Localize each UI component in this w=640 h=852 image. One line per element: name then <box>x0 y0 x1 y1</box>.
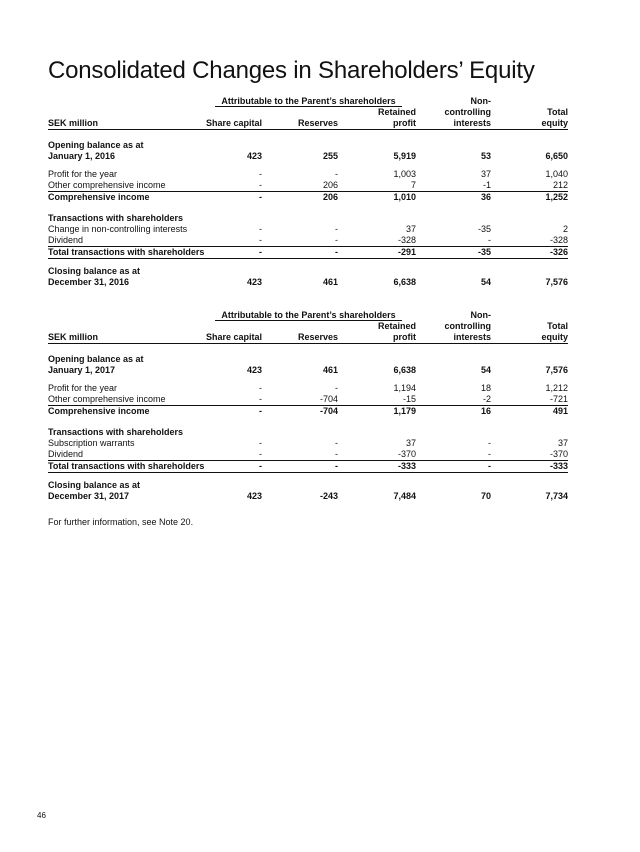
retained-profit-value: 7,484 <box>393 491 416 501</box>
equity-table-2017 <box>48 310 568 502</box>
row-label: Other comprehensive income <box>48 394 166 404</box>
retained-profit-value: -15 <box>402 394 416 404</box>
transactions-heading-row <box>48 427 568 438</box>
share-capital-value: - <box>259 192 262 202</box>
retained-profit-value: -333 <box>397 461 416 471</box>
share-capital-value: - <box>259 383 262 393</box>
row-label: Dividend <box>48 235 84 245</box>
retained-profit-value: -370 <box>397 449 416 459</box>
sek-million-header: SEK million <box>48 118 99 128</box>
row-label: Profit for the year <box>48 169 118 179</box>
nci-value: 16 <box>480 406 491 416</box>
total-equity-value: -326 <box>549 247 568 257</box>
reserves-value: - <box>335 224 338 234</box>
nci-value: -1 <box>482 180 491 190</box>
nci-value: 54 <box>480 365 491 375</box>
reserves-value: 206 <box>322 192 338 202</box>
share-capital-value: - <box>259 438 262 448</box>
retained-profit-value: 6,638 <box>393 365 416 375</box>
row-label: Total transactions with shareholders <box>48 461 205 471</box>
share-capital-value: - <box>259 449 262 459</box>
total-transactions-row <box>48 461 568 473</box>
row-label: Other comprehensive income <box>48 180 166 190</box>
page-number: 46 <box>37 811 46 820</box>
row-label: Comprehensive income <box>48 406 150 416</box>
profit-row <box>48 383 568 394</box>
total-equity-value: 2 <box>562 224 568 234</box>
attributable-header: Attributable to the Parent’s shareholders <box>215 96 402 107</box>
attributable-header: Attributable to the Parent’s shareholders <box>215 310 402 321</box>
opening-row <box>48 151 568 162</box>
reserves-header: Reserves <box>297 118 338 128</box>
retained-profit-value: 1,010 <box>393 192 416 202</box>
total-equity-value: 1,252 <box>545 192 568 202</box>
dividend-row <box>48 449 568 461</box>
reserves-value: - <box>335 247 338 257</box>
total-equity-value: 37 <box>557 438 568 448</box>
sek-million-header: SEK million <box>48 332 99 342</box>
retained-header: Retained <box>377 321 416 331</box>
reserves-value: 206 <box>322 180 338 190</box>
dividend-row <box>48 235 568 247</box>
nci-value: -35 <box>477 247 491 257</box>
equity-header: equity <box>541 118 568 128</box>
reserves-value: 461 <box>322 277 338 287</box>
row-label: December 31, 2017 <box>48 491 130 501</box>
share-capital-value: - <box>259 394 262 404</box>
profit-header: profit <box>393 118 416 128</box>
nci-value: 36 <box>480 192 491 202</box>
nci-value: 54 <box>480 277 491 287</box>
share-capital-value: - <box>259 235 262 245</box>
reserves-value: 461 <box>322 365 338 375</box>
profit-row <box>48 169 568 180</box>
row-label: Comprehensive income <box>48 192 150 202</box>
interests-header: interests <box>453 332 491 342</box>
row-label: Transactions with shareholders <box>48 427 184 437</box>
comprehensive-income-row <box>48 406 568 417</box>
total-equity-value: 7,734 <box>545 491 568 501</box>
row-label: Change in non-controlling interests <box>48 224 188 234</box>
controlling-header: controlling <box>444 107 491 117</box>
row-label: January 1, 2016 <box>48 151 116 161</box>
reserves-value: -704 <box>319 394 338 404</box>
interests-header: interests <box>453 118 491 128</box>
nci-value: 18 <box>480 383 491 393</box>
total-equity-value: -328 <box>549 235 568 245</box>
share-capital-value: - <box>259 169 262 179</box>
nci-value: - <box>488 235 491 245</box>
oci-row <box>48 180 568 192</box>
equity-table-2016 <box>48 96 568 288</box>
share-capital-value: 423 <box>246 277 262 287</box>
row-label: Transactions with shareholders <box>48 213 184 223</box>
retained-header: Retained <box>377 107 416 117</box>
share-capital-value: - <box>259 180 262 190</box>
nci-value: - <box>488 461 491 471</box>
retained-profit-value: -328 <box>397 235 416 245</box>
comprehensive-income-row <box>48 192 568 203</box>
equity-header: equity <box>541 332 568 342</box>
share-capital-value: 423 <box>246 491 262 501</box>
total-equity-value: 1,212 <box>545 383 568 393</box>
row-label: Dividend <box>48 449 84 459</box>
share-capital-value: 423 <box>246 365 262 375</box>
opening-label-row <box>48 354 568 365</box>
opening-label-row <box>48 140 568 151</box>
opening-row <box>48 365 568 376</box>
share-capital-value: - <box>259 461 262 471</box>
header-row-2 <box>48 321 568 332</box>
subscription-warrants-row <box>48 438 568 449</box>
nci-value: - <box>488 438 491 448</box>
closing-label-row <box>48 480 568 491</box>
total-equity-value: 491 <box>552 406 568 416</box>
share-capital-value: - <box>259 247 262 257</box>
row-label: Opening balance as at <box>48 354 144 364</box>
reserves-value: -243 <box>319 491 338 501</box>
reserves-value: - <box>335 449 338 459</box>
nci-value: 37 <box>480 169 491 179</box>
total-equity-value: 6,650 <box>545 151 568 161</box>
total-header: Total <box>547 107 568 117</box>
nci-change-row <box>48 224 568 235</box>
total-equity-value: 7,576 <box>545 277 568 287</box>
nci-value: - <box>488 449 491 459</box>
total-equity-value: -370 <box>549 449 568 459</box>
total-equity-value: 1,040 <box>545 169 568 179</box>
row-label: December 31, 2016 <box>48 277 130 287</box>
non-header: Non- <box>470 96 491 106</box>
retained-profit-value: 1,003 <box>393 169 416 179</box>
non-header: Non- <box>470 310 491 320</box>
retained-profit-value: 1,194 <box>393 383 416 393</box>
reserves-value: -704 <box>319 406 338 416</box>
closing-label-row <box>48 266 568 277</box>
controlling-header: controlling <box>444 321 491 331</box>
share-capital-header: Share capital <box>205 332 262 342</box>
header-row-3 <box>48 118 568 130</box>
retained-profit-value: 7 <box>410 180 416 190</box>
total-header: Total <box>547 321 568 331</box>
reserves-value: - <box>335 461 338 471</box>
nci-value: 53 <box>480 151 491 161</box>
reserves-header: Reserves <box>297 332 338 342</box>
reserves-value: - <box>335 438 338 448</box>
reserves-value: - <box>335 235 338 245</box>
nci-value: 70 <box>480 491 491 501</box>
share-capital-header: Share capital <box>205 118 262 128</box>
nci-value: -35 <box>477 224 491 234</box>
reserves-value: - <box>335 383 338 393</box>
header-row-2 <box>48 107 568 118</box>
retained-profit-value: -291 <box>397 247 416 257</box>
total-equity-value: 212 <box>552 180 568 190</box>
share-capital-value: - <box>259 406 262 416</box>
total-equity-value: -721 <box>549 394 568 404</box>
row-label: Profit for the year <box>48 383 118 393</box>
header-row-3 <box>48 332 568 344</box>
profit-header: profit <box>393 332 416 342</box>
closing-row <box>48 491 568 502</box>
reserves-value: - <box>335 169 338 179</box>
share-capital-value: - <box>259 224 262 234</box>
row-label: Closing balance as at <box>48 266 141 276</box>
retained-profit-value: 6,638 <box>393 277 416 287</box>
footnote: For further information, see Note 20. <box>48 517 194 527</box>
transactions-heading-row <box>48 213 568 224</box>
total-equity-value: 7,576 <box>545 365 568 375</box>
header-row-1 <box>48 310 568 321</box>
page-title: Consolidated Changes in Shareholders’ Equity <box>48 57 535 84</box>
retained-profit-value: 37 <box>405 224 416 234</box>
retained-profit-value: 37 <box>405 438 416 448</box>
share-capital-value: 423 <box>246 151 262 161</box>
row-label: Subscription warrants <box>48 438 135 448</box>
retained-profit-value: 5,919 <box>393 151 416 161</box>
reserves-value: 255 <box>322 151 338 161</box>
total-transactions-row <box>48 247 568 259</box>
total-equity-value: -333 <box>549 461 568 471</box>
retained-profit-value: 1,179 <box>393 406 416 416</box>
nci-value: -2 <box>482 394 491 404</box>
closing-row <box>48 277 568 288</box>
row-label: Closing balance as at <box>48 480 141 490</box>
header-row-1 <box>48 96 568 107</box>
row-label: January 1, 2017 <box>48 365 116 375</box>
row-label: Opening balance as at <box>48 140 144 150</box>
row-label: Total transactions with shareholders <box>48 247 205 257</box>
oci-row <box>48 394 568 406</box>
